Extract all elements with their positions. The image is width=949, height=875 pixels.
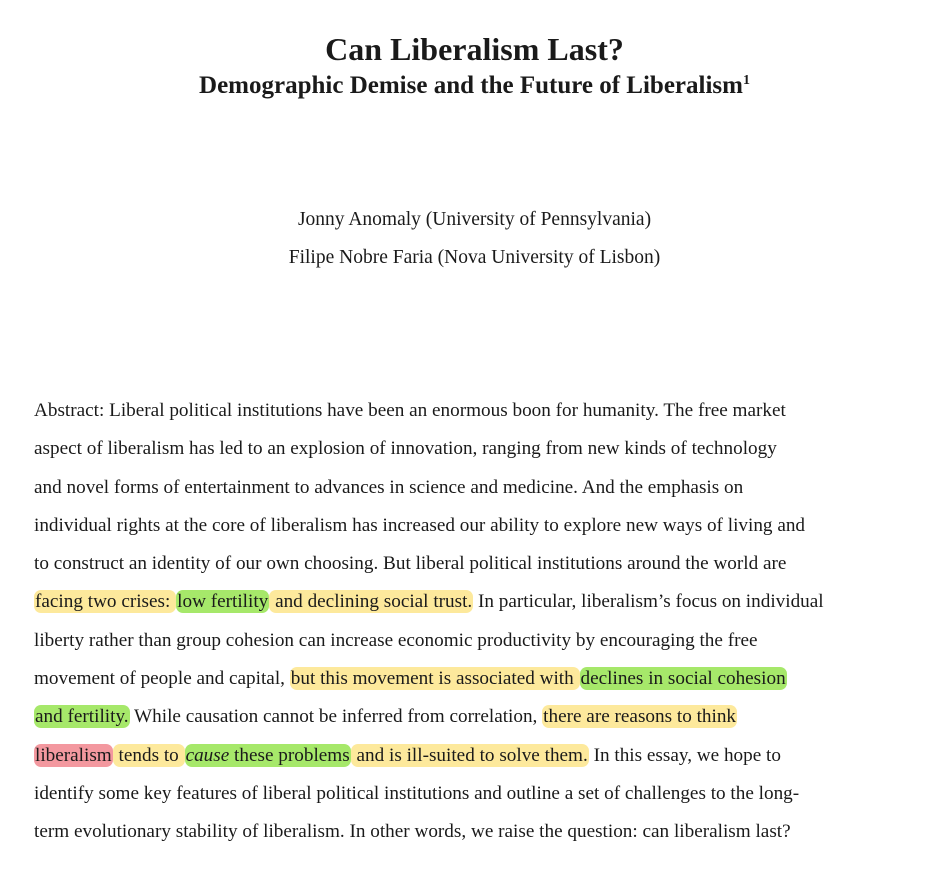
- subtitle-text: Demographic Demise and the Future of Liberalism: [199, 72, 743, 99]
- highlight-green: [185, 744, 351, 767]
- footnote-marker: 1: [742, 73, 750, 88]
- highlight-green: declines in social cohesion: [580, 668, 786, 690]
- abstract-line: [34, 583, 924, 621]
- abstract-line: liberty rather than group cohesion can increase economic productivity by encouraging the free: [34, 629, 758, 651]
- abstract-text: While causation cannot be inferred from correlation,: [129, 706, 543, 728]
- paper-title: Can Liberalism Last?: [325, 31, 624, 67]
- emphasis-cause: cause: [185, 744, 230, 766]
- abstract-line: Abstract: Liberal political institutions have been an enormous boon for humanity. The free market: [34, 400, 786, 421]
- abstract-line: individual rights at the core of liberalism has increased our ability to explore new ways of living and: [34, 514, 806, 536]
- highlight-yellow: there are reasons to think: [543, 706, 737, 728]
- highlight-red: liberalism: [35, 744, 112, 766]
- abstract-line: term evolutionary stability of liberalism. In other words, we raise the question: can liberalism last?: [34, 821, 791, 843]
- abstract-line: aspect of liberalism has led to an explosion of innovation, ranging from new kinds of technology: [34, 438, 777, 460]
- highlight-yellow: but this movement is associated with: [290, 668, 579, 690]
- abstract-line: to construct an identity of our own choosing. But liberal political institutions around the world are: [34, 553, 787, 575]
- highlight-yellow: and declining social trust.: [270, 591, 473, 613]
- abstract: [34, 392, 924, 852]
- abstract-line: [34, 660, 924, 698]
- highlight-green: and fertility.: [35, 706, 129, 728]
- abstract-text: In this essay, we hope to: [588, 744, 781, 766]
- highlight-text: these problems: [229, 744, 350, 766]
- highlight-yellow: facing two crises:: [35, 591, 176, 613]
- highlight-yellow: tends to: [113, 744, 184, 766]
- paper-subtitle: [0, 70, 949, 102]
- abstract-text: In particular, liberalism’s focus on individual: [473, 591, 824, 613]
- author-2: Filipe Nobre Faria (Nova University of Lisbon): [288, 247, 661, 268]
- abstract-line: [34, 737, 924, 775]
- highlight-yellow: and is ill-suited to solve them.: [351, 744, 588, 766]
- abstract-line: and novel forms of entertainment to advances in science and medicine. And the emphasis on: [34, 476, 744, 498]
- highlight-green: low fertility: [177, 591, 269, 613]
- abstract-text: movement of people and capital,: [34, 668, 290, 690]
- abstract-line: [34, 698, 924, 736]
- abstract-line: identify some key features of liberal political institutions and outline a set of challenges to the long-: [34, 782, 800, 804]
- author-1: Jonny Anomaly (University of Pennsylvania): [297, 209, 652, 230]
